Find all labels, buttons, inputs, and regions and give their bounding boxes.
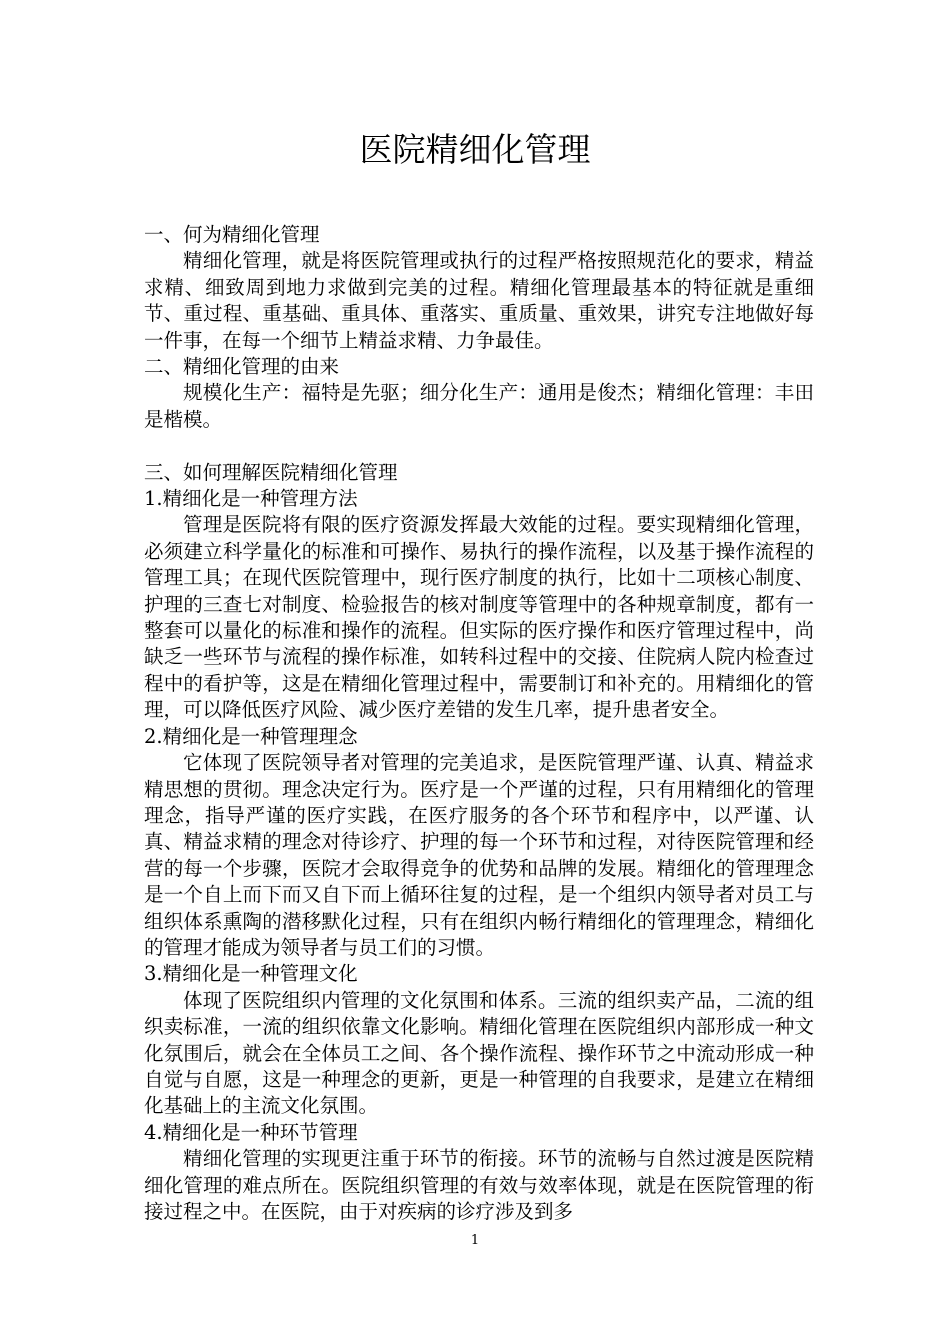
subheading-culture: 3.精细化是一种管理文化 (144, 962, 358, 986)
paragraph-concept: 它体现了医院领导者对管理的完美追求，是医院管理严谨、认真、精益求精思想的贯彻。理念决定行为。医疗是一个严谨的过程，只有用精细化的管理理念，指导严谨的医疗实践，在医疗服务的各个环节和程序中，以严谨、认真、精益求精的理念对待诊疗、护理的每一个环节和过程，对待医院管理和经营的每一个步骤，医院才会取得竞争的优势和品牌的发展。精细化的管理理念是一个自上而下而又自下而上循环往复的过程，是一个组织内领导者对员工与组织体系熏陶的潜移默化过程，只有在组织内畅行精细化的管理理念，精细化的管理才能成为领导者与员工们的习惯。 (144, 751, 814, 959)
paragraph-culture: 体现了医院组织内管理的文化氛围和体系。三流的组织卖产品，二流的组织卖标准，一流的组织依靠文化影响。精细化管理在医院组织内部形成一种文化氛围后，就会在全体员工之间、各个操作流程、操作环节之中流动形成一种自觉与自愿，这是一种理念的更新，更是一种管理的自我要求，是建立在精细化基础上的主流文化氛围。 (144, 988, 814, 1118)
document-title: 医院精细化管理 (359, 130, 591, 169)
document-body (144, 222, 814, 1225)
paragraph-origin: 规模化生产：福特是先驱；细分化生产：通用是俊杰；精细化管理：丰田是楷模。 (144, 381, 814, 431)
paragraph-link-management: 精细化管理的实现更注重于环节的衔接。环节的流畅与自然过渡是医院精细化管理的难点所在。医院组织管理的有效与效率体现，就是在医院管理的衔接过程之中。在医院，由于对疾病的诊疗涉及到多 (144, 1147, 814, 1224)
subheading-method: 1.精细化是一种管理方法 (144, 487, 358, 511)
subheading-link-management: 4.精细化是一种环节管理 (144, 1120, 358, 1144)
paragraph-definition: 精细化管理，就是将医院管理或执行的过程严格按照规范化的要求，精益求精、细致周到地力求做到完美的过程。精细化管理最基本的特征就是重细节、重过程、重基础、重具体、重落实、重质量、重效果，讲究专注地做好每一件事，在每一个细节上精益求精、力争最佳。 (144, 249, 814, 352)
page-number: 1 (470, 1233, 480, 1248)
section-heading-3: 三、如何理解医院精细化管理 (144, 460, 398, 484)
paragraph-method: 管理是医院将有限的医疗资源发挥最大效能的过程。要实现精细化管理，必须建立科学量化的标准和可操作、易执行的操作流程，以及基于操作流程的管理工具；在现代医院管理中，现行医疗制度的执行，比如十二项核心制度、护理的三查七对制度、检验报告的核对制度等管理中的各种规章制度，都有一整套可以量化的标准和操作的流程。但实际的医疗操作和医疗管理过程中，尚缺乏一些环节与流程的操作标准，如转科过程中的交接、住院病人院内检查过程中的看护等，这是在精细化管理过程中，需要制订和补充的。用精细化的管理，可以降低医疗风险、减少医疗差错的发生几率，提升患者安全。 (144, 513, 814, 722)
blank-line (144, 433, 814, 459)
subheading-concept: 2.精细化是一种管理理念 (144, 724, 358, 748)
section-heading-1: 一、何为精细化管理 (144, 223, 320, 246)
section-heading-2: 二、精细化管理的由来 (144, 355, 340, 379)
